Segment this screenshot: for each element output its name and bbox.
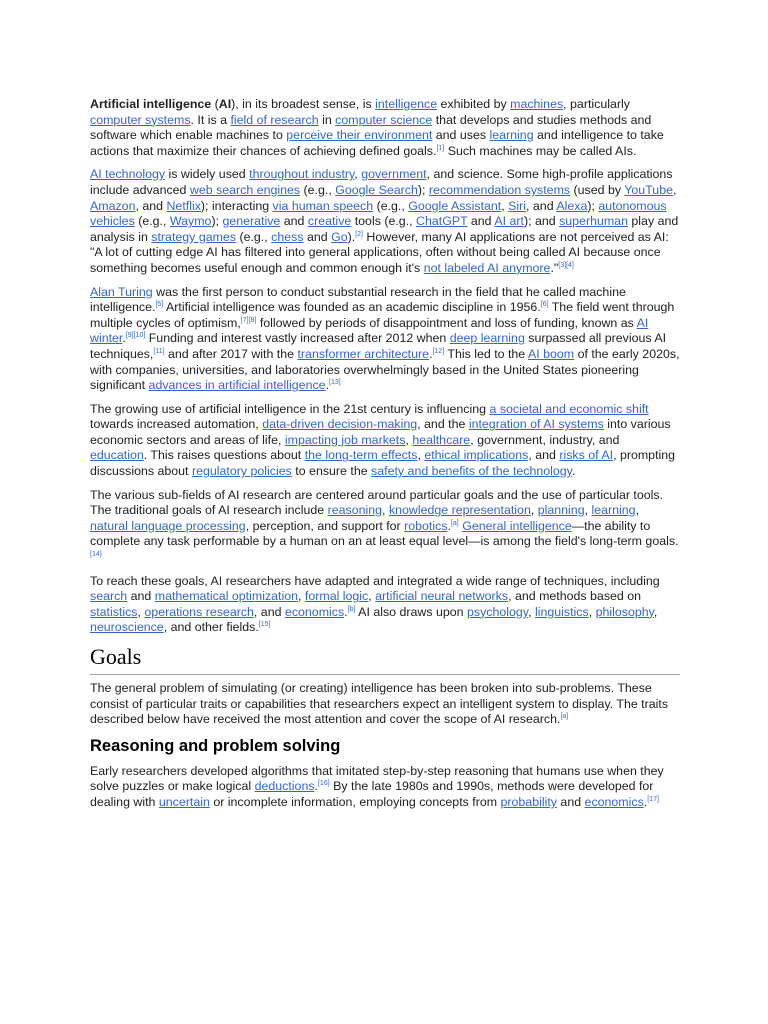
citation[interactable]: [11]	[153, 347, 165, 355]
text: followed by periods of disappointment and loss of funding, known as	[256, 315, 637, 330]
link-amazon[interactable]: Amazon	[90, 198, 136, 213]
text: ,	[417, 448, 425, 463]
link-nlp[interactable]: natural language processing	[90, 518, 246, 533]
link-government[interactable]: government	[361, 167, 427, 182]
paragraph-techniques	[90, 574, 680, 636]
link-safety-benefits[interactable]: safety and benefits of the technology	[371, 464, 572, 479]
link-probability[interactable]: probability	[500, 794, 557, 809]
link-google-search[interactable]: Google Search	[335, 182, 418, 197]
text: and	[280, 214, 308, 229]
paragraph-impact	[90, 402, 680, 480]
text: Funding and interest vastly increased after 2012 when	[145, 331, 450, 346]
link-chatgpt[interactable]: ChatGPT	[416, 214, 468, 229]
text: , and	[526, 198, 557, 213]
text: exhibited by	[437, 97, 511, 111]
text: , and science. Some high-profile applications include advanced	[90, 167, 673, 197]
text: and intelligence to take actions that maximize their chances of achieving defined goals.	[90, 128, 664, 158]
subsection-heading-reasoning: Reasoning and problem solving	[90, 736, 341, 755]
link-deep-learning[interactable]: deep learning	[449, 331, 525, 346]
text: into various economic sectors and areas of life,	[90, 417, 671, 447]
text: ,	[382, 503, 389, 518]
text: (	[211, 97, 219, 111]
link-healthcare[interactable]: healthcare	[412, 432, 471, 447]
text: and	[467, 214, 495, 229]
text: ,	[368, 589, 376, 604]
link-alan-turing[interactable]: Alan Turing	[90, 284, 153, 299]
text: , and	[135, 198, 167, 213]
link-ai-technology[interactable]: AI technology	[90, 167, 166, 182]
text: that develops and studies methods and software which enable machines to	[90, 112, 652, 143]
section-heading-goals: Goals	[90, 644, 680, 675]
link-learning[interactable]: learning	[489, 128, 534, 143]
link-advances-in-ai[interactable]: advances in artificial intelligence	[148, 378, 326, 393]
link-computer-science[interactable]: computer science	[335, 112, 433, 127]
text: (e.g.,	[300, 182, 336, 197]
text: in	[318, 112, 336, 127]
link-google-assistant[interactable]: Google Assistant	[408, 198, 502, 213]
link-neuroscience[interactable]: neuroscience	[90, 620, 164, 635]
text: (e.g.,	[373, 198, 409, 213]
link-economics[interactable]: economics	[284, 604, 345, 619]
text: to ensure the	[291, 464, 372, 479]
text: ); and	[523, 214, 560, 229]
text: was the first person to conduct substantial research in the field that he called machine intelligence.	[90, 284, 626, 315]
link-computer-systems[interactable]: computer systems	[90, 112, 191, 127]
link-education[interactable]: education	[90, 448, 144, 463]
text: ,	[501, 198, 509, 213]
text: .	[447, 518, 451, 533]
text: ,	[354, 167, 362, 182]
text: .	[571, 464, 576, 479]
text: and	[556, 794, 585, 809]
link-web-search-engines[interactable]: web search engines	[189, 182, 301, 197]
link-not-labeled-ai[interactable]: not labeled AI anymore	[423, 260, 551, 275]
text: The general problem of simulating (or creating) intelligence has been broken into sub-problems. These consist of particular traits or capabilities that researchers expect an intelligent system to display. The traits described below have received the most attention and cover the scope of AI research.	[90, 681, 669, 727]
citation[interactable]: [15]	[258, 621, 271, 629]
text: This led to the	[444, 346, 528, 361]
text: , and the	[417, 417, 469, 432]
text: Such machines may be called AIs.	[444, 143, 637, 158]
link-learning[interactable]: learning	[591, 503, 636, 518]
link-formal-logic[interactable]: formal logic	[304, 589, 369, 604]
text: Artificial intelligence was founded as an academic discipline in 1956.	[163, 300, 541, 315]
text: of the early 2020s, with companies, universities, and laboratories overwhelmingly based in the United States pioneering significant	[90, 346, 680, 393]
text: surpassed all previous AI techniques,	[90, 331, 667, 361]
link-integration-ai-systems[interactable]: integration of AI systems	[468, 417, 604, 432]
link-transformer-architecture[interactable]: transformer architecture	[297, 346, 430, 361]
text: .	[325, 378, 330, 393]
citation[interactable]: [14]	[90, 550, 102, 558]
text: . It is a	[190, 112, 231, 127]
link-general-intelligence[interactable]: General intelligence	[462, 518, 572, 533]
link-search[interactable]: search	[90, 589, 128, 604]
link-reasoning[interactable]: reasoning	[327, 503, 383, 518]
link-linguistics[interactable]: linguistics	[534, 604, 589, 619]
link-philosophy[interactable]: philosophy	[595, 604, 654, 619]
link-deductions[interactable]: deductions	[254, 779, 315, 794]
link-economics[interactable]: economics	[584, 794, 644, 809]
paragraph-goals	[90, 681, 680, 728]
text: and after 2017 with the	[164, 346, 298, 361]
text: The various sub-fields of AI research are centered around particular goals and the use of particular tools. The traditional goals of AI research include	[90, 487, 664, 518]
text: , and	[253, 604, 285, 619]
text: );	[211, 214, 223, 229]
text: .	[344, 604, 348, 619]
link-superhuman[interactable]: superhuman	[559, 214, 628, 229]
text: .	[314, 779, 318, 794]
text: tools (e.g.,	[351, 214, 417, 229]
link-alexa[interactable]: Alexa	[556, 198, 588, 213]
link-autonomous-vehicles[interactable]: autonomous vehicles	[90, 198, 667, 229]
text: AI also draws upon	[355, 604, 468, 619]
link-planning[interactable]: planning	[537, 503, 585, 518]
link-knowledge-representation[interactable]: knowledge representation	[388, 503, 531, 518]
link-intelligence[interactable]: intelligence	[375, 97, 438, 111]
link-perceive-environment[interactable]: perceive their environment	[286, 128, 433, 143]
link-regulatory-policies[interactable]: regulatory policies	[191, 464, 292, 479]
text: and uses	[432, 128, 490, 143]
text: By the late 1980s and 1990s, methods were developed for dealing with	[90, 779, 654, 809]
text: The field went through multiple cycles of optimism,	[90, 300, 675, 330]
citation[interactable]: [6]	[540, 301, 549, 308]
link-psychology[interactable]: psychology	[467, 604, 529, 619]
text: .	[122, 331, 126, 346]
link-job-markets[interactable]: impacting job markets	[284, 432, 406, 447]
text: Early researchers developed algorithms that imitated step-by-step reasoning that humans use when they solve puzzles or make logical	[90, 763, 664, 794]
citation[interactable]: [2]	[355, 230, 363, 238]
link-neural-networks[interactable]: artificial neural networks	[375, 589, 509, 604]
citation[interactable]: [3][4]	[558, 261, 574, 269]
citation[interactable]: [7][8]	[240, 316, 257, 324]
link-recommendation-systems[interactable]: recommendation systems	[428, 182, 571, 197]
article-body	[90, 97, 680, 819]
link-go[interactable]: Go	[331, 229, 348, 244]
paragraph-intro	[90, 97, 680, 159]
citation[interactable]: [1]	[436, 144, 445, 152]
link-risks-of-ai[interactable]: risks of AI	[559, 448, 614, 463]
citation[interactable]: [5]	[155, 301, 164, 308]
link-netflix[interactable]: Netflix	[166, 198, 201, 213]
text: ,	[672, 182, 677, 197]
paragraph-applications	[90, 167, 680, 276]
link-uncertain[interactable]: uncertain	[158, 794, 210, 809]
link-siri[interactable]: Siri	[508, 198, 527, 213]
link-ai-winter[interactable]: AI winter	[90, 315, 649, 346]
text: , government, industry, and	[470, 432, 620, 447]
text: , prompting discussions about	[90, 448, 676, 479]
link-operations-research[interactable]: operations research	[144, 604, 254, 619]
text: The growing use of artificial intelligence in the 21st century is influencing	[90, 401, 490, 416]
citation[interactable]: [13]	[329, 378, 341, 386]
text: , perception, and support for	[245, 518, 405, 533]
text: ,	[530, 503, 538, 518]
link-throughout-industry[interactable]: throughout industry	[249, 167, 355, 182]
link-strategy-games[interactable]: strategy games	[151, 229, 237, 244]
text: ).	[347, 229, 356, 244]
link-robotics[interactable]: robotics	[404, 518, 448, 533]
citation[interactable]: [9][10]	[125, 332, 146, 340]
text: play and analysis in	[90, 214, 679, 244]
text: ,	[298, 589, 305, 604]
link-youtube[interactable]: YouTube	[624, 182, 673, 197]
link-mathematical-optimization[interactable]: mathematical optimization	[154, 589, 299, 604]
text: and	[127, 589, 155, 604]
link-field-of-research[interactable]: field of research	[230, 112, 319, 127]
text: (used by	[570, 182, 625, 197]
text: (e.g.,	[134, 214, 170, 229]
link-ai-boom[interactable]: AI boom	[527, 346, 575, 361]
text: is widely used	[165, 167, 250, 182]
paragraph-reasoning	[90, 764, 680, 811]
link-chess[interactable]: chess	[271, 229, 304, 244]
citation[interactable]: [17]	[647, 795, 659, 803]
link-generative[interactable]: generative	[222, 214, 281, 229]
text: or incomplete information, employing concepts from	[209, 794, 501, 809]
text: towards increased automation,	[90, 417, 263, 432]
paragraph-subfields	[90, 488, 680, 566]
bold-term: AI	[218, 97, 232, 111]
text: , and methods based on	[508, 589, 642, 604]
text: .	[643, 794, 648, 809]
text: );	[417, 182, 429, 197]
link-data-driven[interactable]: data-driven decision-making	[262, 417, 418, 432]
text: , and other fields.	[163, 620, 259, 635]
text: —the ability to complete any task performable by a human on an at least equal level—is among the field's long-term goals.	[90, 518, 679, 549]
text: ,	[528, 604, 535, 619]
citation[interactable]: [a]	[450, 519, 459, 527]
citation[interactable]: [a]	[560, 713, 569, 721]
text: ,	[635, 503, 640, 518]
text: , and	[528, 448, 560, 463]
text: and	[303, 229, 332, 244]
text: ); interacting	[200, 198, 273, 213]
text: ,	[405, 432, 413, 447]
text: ), in its broadest sense, is	[231, 97, 376, 111]
text: . This raises questions about	[143, 448, 305, 463]
link-long-term-effects[interactable]: the long-term effects	[304, 448, 418, 463]
text: , particularly	[563, 97, 630, 111]
citation[interactable]: [b]	[347, 605, 356, 613]
link-ethical-implications[interactable]: ethical implications	[424, 448, 529, 463]
citation[interactable]: [16]	[317, 780, 330, 788]
link-creative[interactable]: creative	[307, 214, 352, 229]
citation[interactable]: [12]	[432, 347, 445, 355]
text: However, many AI applications are not perceived as AI: "A lot of cutting edge AI has filtered into general applications, often without being called AI because once something becomes useful enough and common enough it's	[90, 229, 669, 275]
text: (e.g.,	[236, 229, 272, 244]
text: ,	[588, 604, 596, 619]
link-societal-shift[interactable]: a societal and economic shift	[489, 401, 649, 416]
paragraph-history	[90, 285, 680, 394]
text: To reach these goals, AI researchers have adapted and integrated a wide range of techniques, including	[90, 573, 660, 588]
link-via-human-speech[interactable]: via human speech	[272, 198, 374, 213]
bold-term: Artificial intelligence	[90, 97, 212, 111]
link-waymo[interactable]: Waymo	[169, 214, 212, 229]
text: );	[587, 198, 599, 213]
text: ,	[653, 604, 658, 619]
text: ,	[137, 604, 145, 619]
link-machines[interactable]: machines	[510, 97, 564, 111]
text: ,	[584, 503, 592, 518]
link-ai-art[interactable]: AI art	[494, 214, 524, 229]
text: ."	[550, 260, 559, 275]
text: .	[429, 346, 433, 361]
link-statistics[interactable]: statistics	[90, 604, 138, 619]
